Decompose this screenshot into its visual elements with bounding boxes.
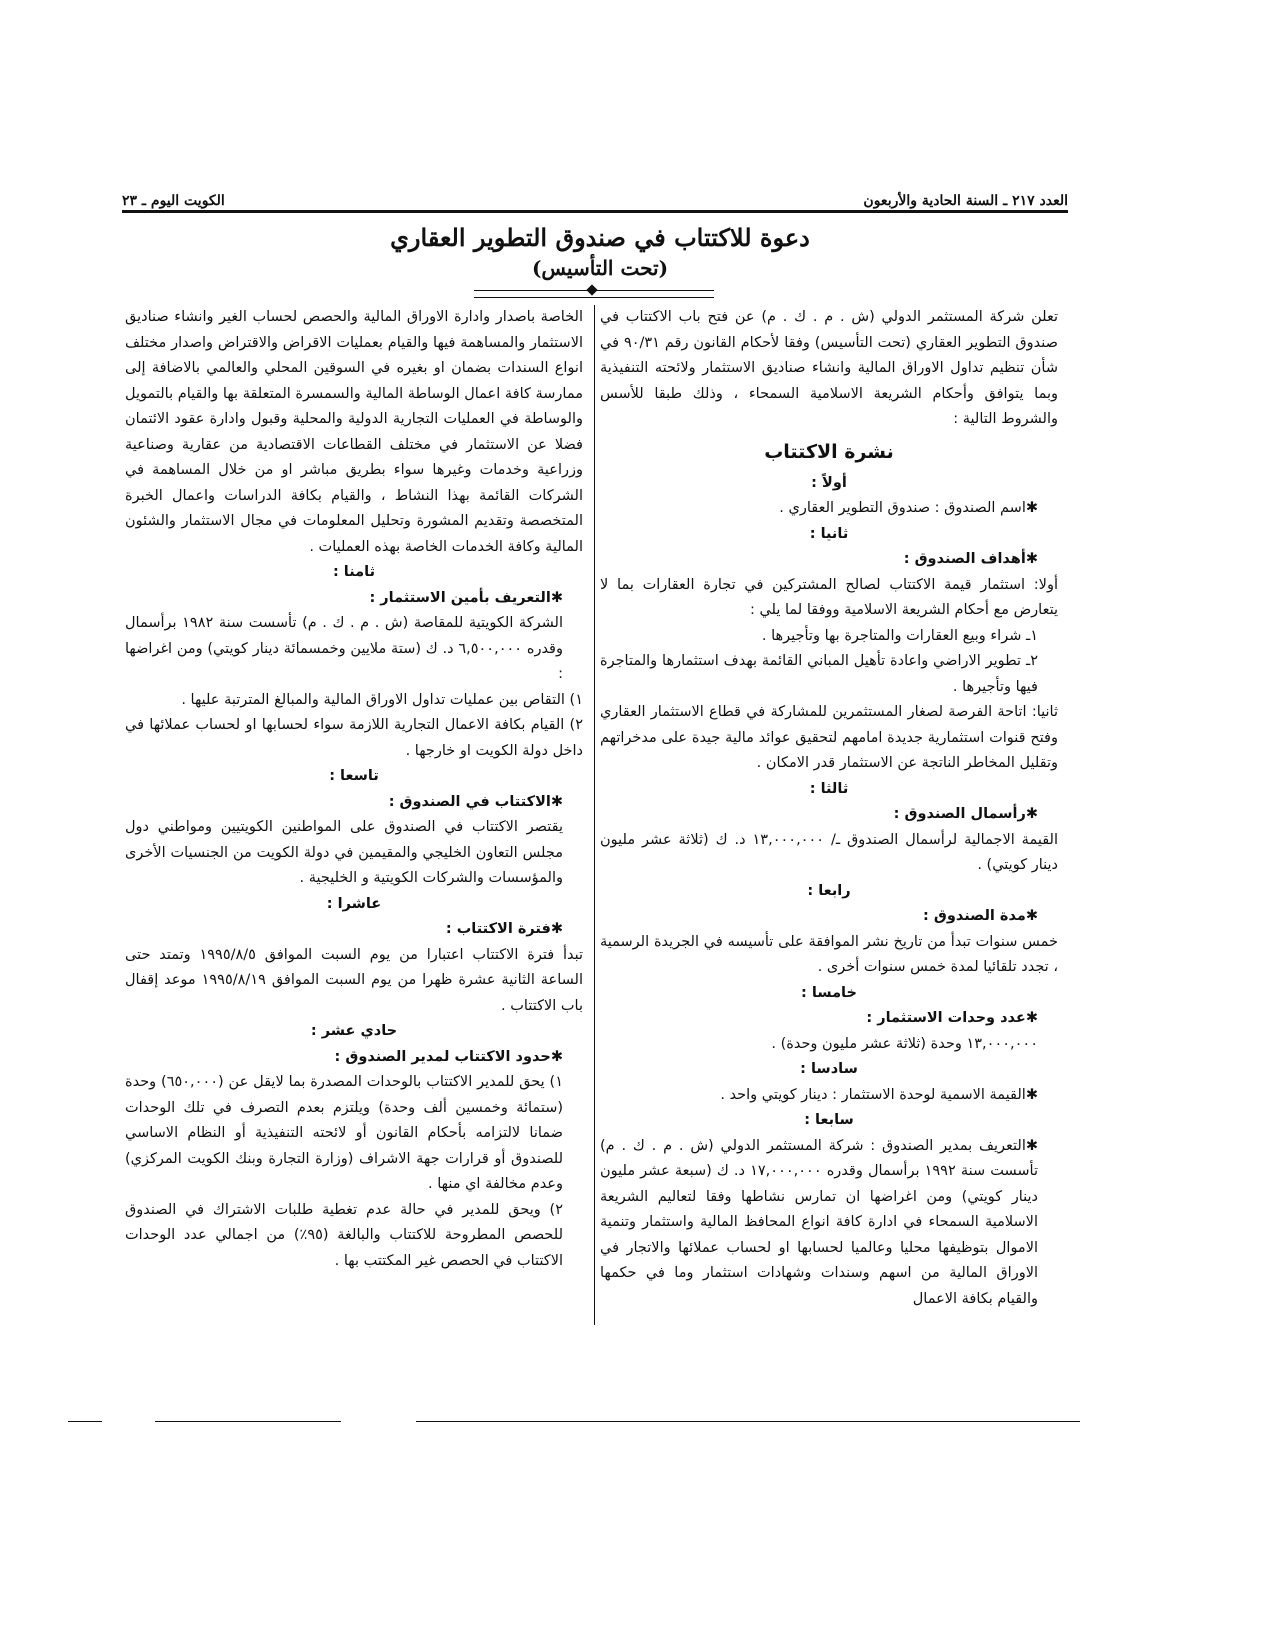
- objectives-p1: أولا: استثمار قيمة الاكتتاب لصالح المشتركين في تجارة العقارات بما لا يتعارض مع أحكام الشريعة الاسلامية ووفقا لما يلي :: [600, 576, 1058, 618]
- objectives-p2: ثانيا: اتاحة الفرصة لصغار المستثمرين للمشاركة في قطاع الاستثمار العقاري وفتح قنوات استثمارية جديدة امامهم لتحقيق عوائد مالية جيدة على مدخراتهم وتقليل المخاطر الناتجة عن الاستثمار قدر الامكان .: [600, 704, 1058, 771]
- ordinal-ninth: تاسعا :: [329, 768, 379, 784]
- capital-text: القيمة الاجمالية لرأسمال الصندوق ـ/ ١٣,٠٠٠,٠٠٠ د. ك (ثلاثة عشر مليون دينار كويتي) .: [600, 831, 1058, 873]
- trustee-item-1: ١) التقاص بين عمليات تداول الاوراق المالية والمبالغ المترتبة عليها .: [181, 691, 583, 708]
- page-title: دعوة للاكتتاب في صندوق التطوير العقاري: [390, 223, 810, 252]
- footer-rule-short: [68, 1421, 102, 1422]
- objectives-item-1: ١ـ شراء وبيع العقارات والمتاجرة بها وتأجيرها .: [761, 627, 1038, 644]
- capital-title: ✱ رأسمال الصندوق :: [600, 802, 1058, 828]
- period-text: تبدأ فترة الاكتتاب اعتبارا من يوم السبت الموافق ١٩٩٥/٨/٥ وتمتد حتى الساعة الثانية عشرة ظهرا من يوم السبت الموافق ١٩٩٥/٨/١٩ موعد إقفال باب الاكتتاب .: [125, 946, 583, 1014]
- trustee-text: الشركة الكويتية للمقاصة (ش . م . ك . م) تأسست سنة ١٩٨٢ برأسمال وقدره ٦,٥٠٠,٠٠٠ د. ك (ستة ملايين وخمسمائة دينار كويتي) ومن اغراضها :: [125, 615, 563, 682]
- nominal-value-text: ✱ القيمة الاسمية لوحدة الاستثمار : دينار كويتي واحد .: [600, 1083, 1058, 1109]
- trustee-title: ✱ التعريف بأمين الاستثمار :: [125, 586, 583, 612]
- trustee-item-2: ٢) القيام بكافة الاعمال التجارية اللازمة سواء لحسابها او لحساب عملائها في داخل دولة الكويت او خارجها .: [125, 717, 583, 759]
- ordinal-second: ثانيا :: [809, 525, 849, 542]
- subscription-title: ✱ الاكتتاب في الصندوق :: [125, 790, 583, 816]
- period-title: ✱ فترة الاكتتاب :: [125, 917, 583, 943]
- duration-text: خمس سنوات تبدأ من تاريخ نشر الموافقة على تأسيسه في الجريدة الرسمية ، تجدد تلقائيا لمدة خمس سنوات أخرى .: [600, 933, 1058, 975]
- ornament-diamond-icon: [586, 284, 597, 295]
- newspaper-name-page: الكويت اليوم ـ ٢٣: [122, 193, 225, 209]
- ordinal-eighth: ثامنا :: [332, 564, 376, 580]
- units-title: ✱ عدد وحدات الاستثمار :: [600, 1006, 1058, 1032]
- intro-paragraph: تعلن شركة المستثمر الدولي (ش . م . ك . م) عن فتح باب الاكتتاب في صندوق التطوير العقاري (تحت التأسيس) وفقا لأحكام القانون رقم ٩٠/٣١ في شأن تنظيم تداول الاوراق المالية وانشاء صناديق الاستثمار ولائحته التنفيذية وبما يتوافق وأحكام الشريعة الاسلامية السمحاء ، وذلك طبقا للأسس والشروط التالية :: [600, 309, 1058, 427]
- objectives-title: ✱ أهداف الصندوق :: [600, 547, 1058, 573]
- footer-rule-long: [416, 1421, 1080, 1422]
- ordinal-third: ثالثا :: [809, 780, 849, 797]
- subscription-text: يقتصر الاكتتاب في الصندوق على المواطنين الكويتيين ومواطني دول مجلس التعاون الخليجي والمقيمين في دولة الكويت من الجنسيات الأخرى والمؤسسات والشركات الكويتية و الخليجية .: [125, 819, 563, 886]
- right-column: [600, 305, 1058, 1325]
- manager-text-continued: الخاصة باصدار وادارة الاوراق المالية والحصص لحساب الغير وانشاء صناديق الاستثمار والمساهمة فيها والقيام بعمليات الاقراض والاقتراض واصدار مختلف انواع السندات بضمان او بغيره في السوقين المحلي والعالمي بالاضافة إلى ممارسة كافة اعمال الوساطة المالية والسمسرة المتعلقة بها والقيام بالتمويل والوساطة في العمليات التجارية الدولية والمحلية وقبول وادارة عقود الائتمان فضلا عن الاستثمار في مختلف القطاعات الاقتصادية من عقارية وصناعية وزراعية وخدمات وغيرها سواء بطريق مباشر او من خلال المساهمة في الشركات القائمة بهذا النشاط ، والقيام بكافة الدراسات واعمال الخبرة المتخصصة وتقديم المشورة وتحليل المعلومات في مجال الاستثمار والشئون المالية وكافة الخدمات الخاصة بهذه العمليات .: [125, 309, 583, 555]
- ordinal-fifth: خامسا :: [801, 984, 857, 1001]
- duration-title: ✱ مدة الصندوق :: [600, 904, 1058, 930]
- footer-rule-mid: [155, 1421, 341, 1422]
- column-divider: [594, 305, 595, 1325]
- ordinal-seventh: سابعا :: [804, 1112, 854, 1128]
- manager-limits-item-1: ١) يحق للمدير الاكتتاب بالوحدات المصدرة بما لايقل عن (٦٥٠,٠٠٠) وحدة (ستمائة وخمسين ألف وحدة) ويلتزم بعدم التصرف في تلك الوحدات ضمانا لالتزامه بأحكام القانون أو لائحته التنفيذية أو النظام الاساسي للصندوق أو قرارات جهة الاشراف (وزارة التجارة وبنك الكويت المركزي) وعدم مخالفة اي منها .: [125, 1074, 563, 1192]
- title-block: [300, 222, 900, 282]
- ordinal-fourth: رابعا :: [807, 882, 851, 899]
- left-column: [125, 305, 583, 1325]
- ordinal-first: أولاً :: [811, 474, 847, 491]
- manager-limits-item-2: ٢) ويحق للمدير في حالة عدم تغطية طلبات الاشتراك في الصندوق للحصص المطروحة للاكتتاب والبالغة (٩٥٪) من اجمالي عدد الوحدات الاكتتاب في الحصص غير المكتتب بها .: [125, 1201, 563, 1269]
- objectives-item-2: ٢ـ تطوير الاراضي واعادة تأهيل المباني القائمة بهدف استثمارها والمتاجرة فيها وتأجيرها .: [600, 653, 1038, 695]
- title-ornament: [474, 290, 714, 298]
- fund-name-line: ✱ اسم الصندوق : صندوق التطوير العقاري .: [600, 496, 1058, 522]
- manager-limits-title: ✱ حدود الاكتتاب لمدير الصندوق :: [125, 1045, 583, 1071]
- header-rule: [122, 210, 1068, 213]
- ordinal-tenth: عاشرا :: [326, 895, 382, 912]
- page-subtitle: (تحت التأسيس): [531, 256, 669, 280]
- issue-info: العدد ٢١٧ ـ السنة الحادية والأربعون: [863, 193, 1068, 209]
- section-heading: نشرة الاكتتاب: [764, 440, 894, 463]
- ordinal-eleventh: حادي عشر :: [310, 1023, 398, 1039]
- running-header: [122, 183, 1068, 209]
- units-text: ١٣,٠٠٠,٠٠٠ وحدة (ثلاثة عشر مليون وحدة) .: [771, 1035, 1038, 1052]
- manager-text: ✱ التعريف بمدير الصندوق : شركة المستثمر الدولي (ش . م . ك . م) تأسست سنة ١٩٩٢ برأسمال وقدره ١٧,٠٠٠,٠٠٠ د. ك (سبعة عشر مليون دينار كويتي) ومن اغراضها ان تمارس نشاطها وفقا لتعاليم الشريعة الاسلامية السمحاء في ادارة كافة انواع المحافظ المالية واستثمار وتنمية الاموال بتوظيفها محليا وعالميا لحسابها او لحساب عملائها والاتجار في الاوراق المالية من اسهم وسندات وشهادات استثمار وما في حكمها والقيام بكافة الاعمال: [600, 1134, 1058, 1313]
- ordinal-sixth: سادسا :: [800, 1061, 858, 1077]
